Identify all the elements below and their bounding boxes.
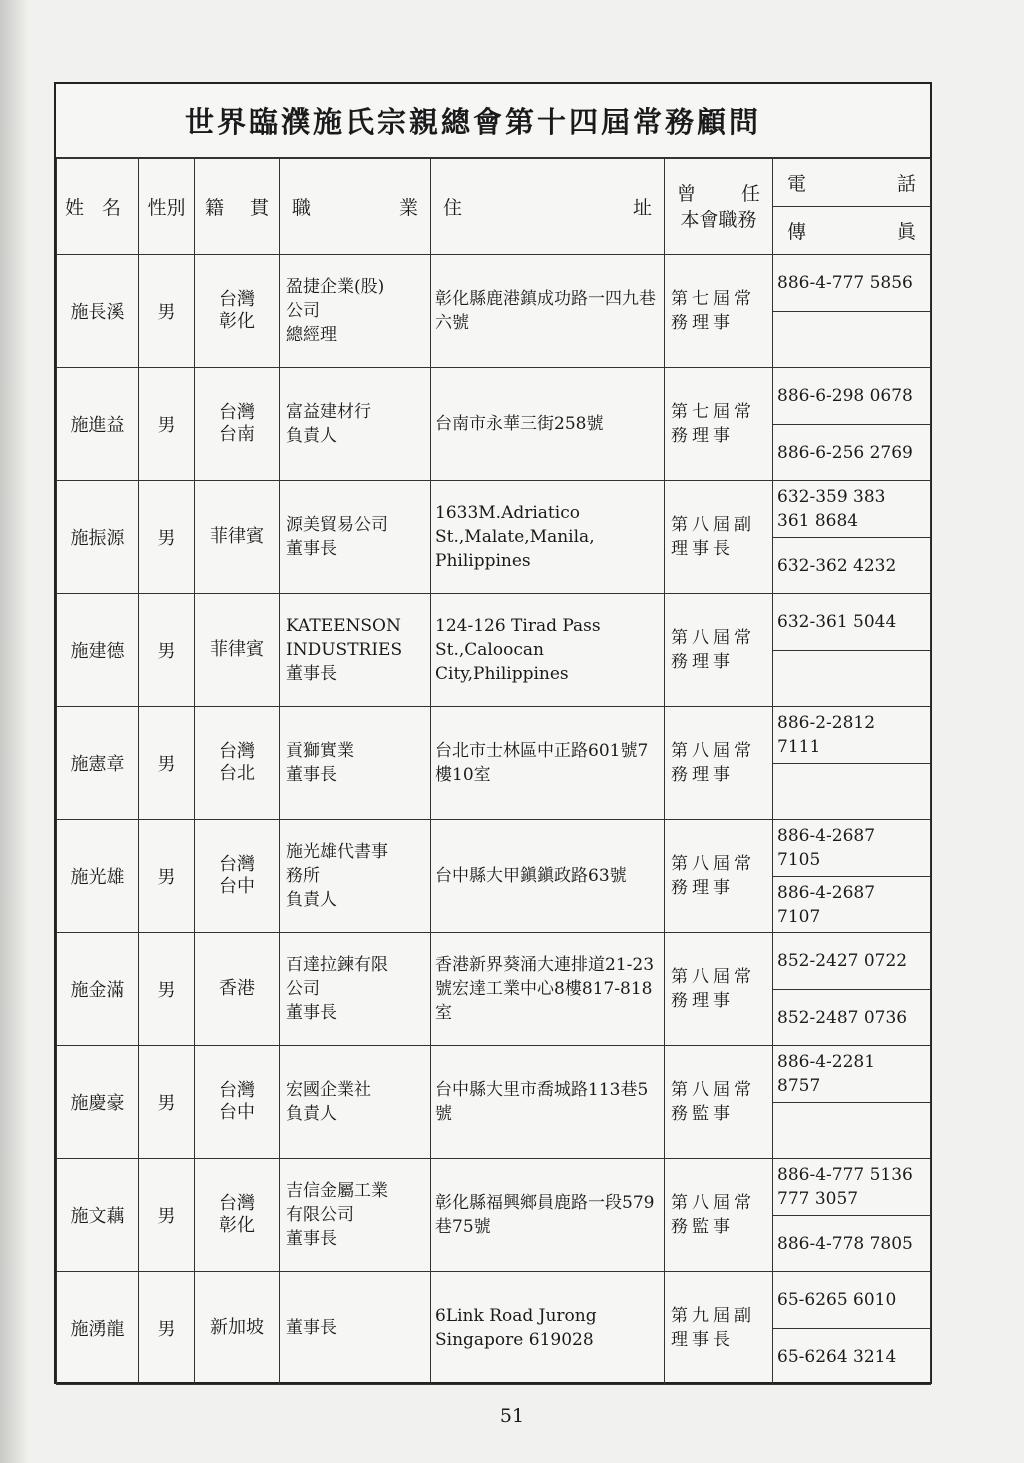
member-fax — [773, 764, 931, 820]
header-address: 住 址 — [431, 159, 665, 255]
member-fax: 65-6264 3214 — [773, 1329, 931, 1385]
member-origin: 菲律賓 — [195, 481, 280, 594]
roster-sheet — [54, 82, 932, 1384]
member-occupation: 貢獅實業 董事長 — [280, 707, 431, 820]
member-previous-post: 第八屆常務理事 — [665, 707, 773, 820]
table-row — [57, 1272, 931, 1329]
header-origin: 籍 貫 — [195, 159, 280, 255]
member-occupation: 宏國企業社 負責人 — [280, 1046, 431, 1159]
member-fax — [773, 1103, 931, 1159]
member-fax: 886-4-2687 7107 — [773, 877, 931, 933]
member-phone: 886-4-2281 8757 — [773, 1046, 931, 1103]
member-address: 124-126 Tirad Pass St.,Caloocan City,Philippines — [431, 594, 665, 707]
book-gutter-shadow — [0, 0, 28, 1463]
member-address: 台中縣大甲鎭鎭政路63號 — [431, 820, 665, 933]
member-address: 台北市士林區中正路601號7樓10室 — [431, 707, 665, 820]
member-phone: 886-6-298 0678 — [773, 368, 931, 425]
header-sex: 性別 — [139, 159, 195, 255]
member-fax: 886-6-256 2769 — [773, 425, 931, 481]
member-origin: 台灣 台南 — [195, 368, 280, 481]
member-sex: 男 — [139, 368, 195, 481]
member-previous-post: 第九屆副理事長 — [665, 1272, 773, 1385]
member-sex: 男 — [139, 594, 195, 707]
member-occupation: KATEENSON INDUSTRIES 董事長 — [280, 594, 431, 707]
member-address: 香港新界葵涌大連排道21-23號宏達工業中心8樓817-818室 — [431, 933, 665, 1046]
member-phone: 65-6265 6010 — [773, 1272, 931, 1329]
member-occupation: 富益建材行 負責人 — [280, 368, 431, 481]
header-row — [57, 159, 931, 207]
member-occupation: 施光雄代書事 務所 負責人 — [280, 820, 431, 933]
member-fax: 632-362 4232 — [773, 538, 931, 594]
member-occupation: 董事長 — [280, 1272, 431, 1385]
table-row — [57, 255, 931, 312]
member-origin: 台灣 台北 — [195, 707, 280, 820]
member-previous-post: 第八屆常務監事 — [665, 1159, 773, 1272]
member-sex: 男 — [139, 707, 195, 820]
member-fax — [773, 312, 931, 368]
roster-table — [56, 158, 931, 1385]
member-name: 施憲章 — [57, 707, 139, 820]
member-fax: 886-4-778 7805 — [773, 1216, 931, 1272]
roster-body — [57, 255, 931, 1385]
member-previous-post: 第八屆常務理事 — [665, 933, 773, 1046]
table-row — [57, 1046, 931, 1103]
member-name: 施慶豪 — [57, 1046, 139, 1159]
member-phone: 886-4-2687 7105 — [773, 820, 931, 877]
member-origin: 台灣 台中 — [195, 1046, 280, 1159]
member-origin: 台灣 彰化 — [195, 1159, 280, 1272]
member-origin: 新加坡 — [195, 1272, 280, 1385]
member-name: 施文藕 — [57, 1159, 139, 1272]
page-number: 51 — [499, 1405, 525, 1427]
member-occupation: 吉信金屬工業 有限公司 董事長 — [280, 1159, 431, 1272]
member-phone: 852-2427 0722 — [773, 933, 931, 990]
member-occupation: 源美貿易公司 董事長 — [280, 481, 431, 594]
member-previous-post: 第八屆常務理事 — [665, 594, 773, 707]
header-fax: 傳 眞 — [773, 207, 931, 255]
member-sex: 男 — [139, 933, 195, 1046]
member-phone: 886-4-777 5856 — [773, 255, 931, 312]
member-previous-post: 第八屆常務理事 — [665, 820, 773, 933]
member-previous-post: 第七屆常務理事 — [665, 368, 773, 481]
member-address: 台中縣大里市喬城路113巷5號 — [431, 1046, 665, 1159]
member-previous-post: 第八屆副理事長 — [665, 481, 773, 594]
member-address: 6Link Road Jurong Singapore 619028 — [431, 1272, 665, 1385]
header-previous-post: 曾 任 本會職務 — [665, 159, 773, 255]
page-title: 世界臨濮施氏宗親總會第十四屆常務顧問 — [56, 84, 930, 158]
member-phone: 886-2-2812 7111 — [773, 707, 931, 764]
table-row — [57, 368, 931, 425]
member-sex: 男 — [139, 1046, 195, 1159]
table-row — [57, 707, 931, 764]
member-name: 施金滿 — [57, 933, 139, 1046]
member-sex: 男 — [139, 255, 195, 368]
table-row — [57, 933, 931, 990]
member-phone: 632-361 5044 — [773, 594, 931, 651]
member-address: 1633M.Adriatico St.,Malate,Manila, Philippines — [431, 481, 665, 594]
table-row — [57, 594, 931, 651]
member-name: 施振源 — [57, 481, 139, 594]
member-origin: 香港 — [195, 933, 280, 1046]
member-previous-post: 第八屆常務監事 — [665, 1046, 773, 1159]
member-sex: 男 — [139, 481, 195, 594]
member-name: 施湧龍 — [57, 1272, 139, 1385]
member-occupation: 百達拉鍊有限 公司 董事長 — [280, 933, 431, 1046]
member-name: 施進益 — [57, 368, 139, 481]
member-sex: 男 — [139, 1159, 195, 1272]
table-row — [57, 1159, 931, 1216]
member-phone: 632-359 383 361 8684 — [773, 481, 931, 538]
member-address: 彰化縣鹿港鎮成功路一四九巷六號 — [431, 255, 665, 368]
member-phone: 886-4-777 5136 777 3057 — [773, 1159, 931, 1216]
table-row — [57, 481, 931, 538]
member-sex: 男 — [139, 1272, 195, 1385]
member-previous-post: 第七屆常務理事 — [665, 255, 773, 368]
header-job: 職 業 — [280, 159, 431, 255]
member-origin: 菲律賓 — [195, 594, 280, 707]
member-name: 施建德 — [57, 594, 139, 707]
header-name: 姓 名 — [57, 159, 139, 255]
member-occupation: 盈捷企業(股) 公司 總經理 — [280, 255, 431, 368]
member-name: 施長溪 — [57, 255, 139, 368]
header-phone: 電 話 — [773, 159, 931, 207]
table-row — [57, 820, 931, 877]
member-address: 彰化縣福興鄉員鹿路一段579巷75號 — [431, 1159, 665, 1272]
member-origin: 台灣 彰化 — [195, 255, 280, 368]
member-address: 台南市永華三街258號 — [431, 368, 665, 481]
member-origin: 台灣 台中 — [195, 820, 280, 933]
member-fax: 852-2487 0736 — [773, 990, 931, 1046]
member-sex: 男 — [139, 820, 195, 933]
member-name: 施光雄 — [57, 820, 139, 933]
member-fax — [773, 651, 931, 707]
